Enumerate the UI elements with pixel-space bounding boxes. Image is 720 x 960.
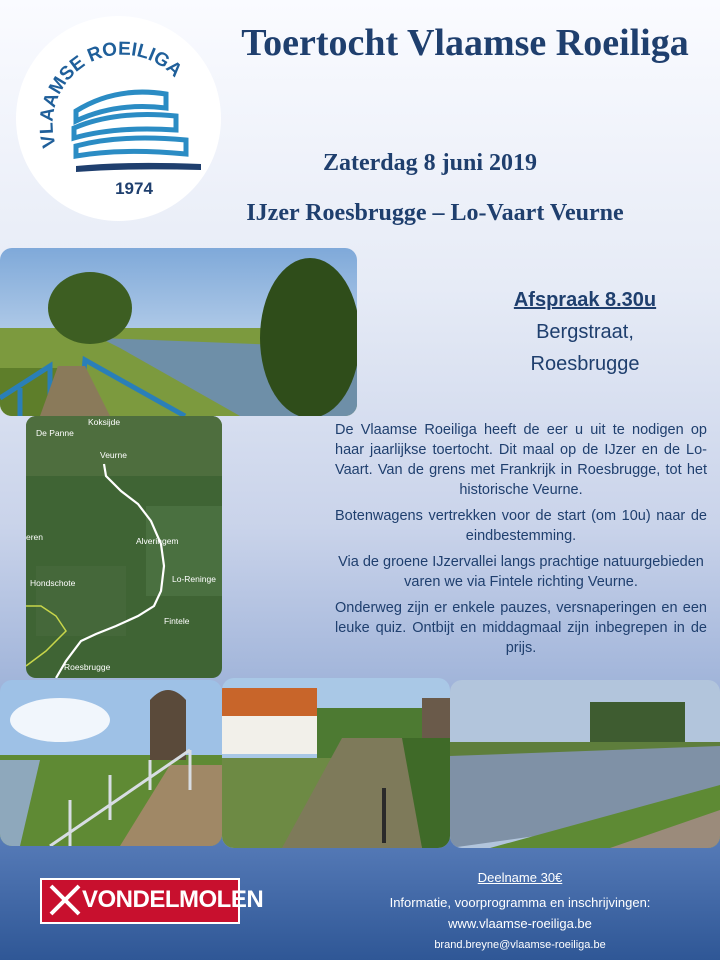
boat-lines-icon (74, 92, 186, 156)
logo-graphic (16, 16, 221, 221)
email-link[interactable]: brand.breyne@vlaamse-roeiliga.be (434, 939, 606, 951)
map-label-roesbrugge: Roesbrugge (64, 662, 111, 672)
map-label-veurne: Veurne (100, 450, 127, 460)
footer-info (360, 870, 680, 951)
description-paragraph-3: Via de groene IJzervallei langs prachtige natuurgebieden varen we via Fintele richting Veurne. (338, 554, 704, 590)
participation-fee: Deelname 30€ (477, 870, 563, 885)
map-label-eren: eren (26, 532, 44, 542)
photo-canal-houses (222, 678, 450, 848)
page-title: Toertocht Vlaamse Roeiliga (241, 22, 689, 64)
map-label-lo-reninge: Lo-Reninge (172, 574, 216, 584)
route-map (26, 416, 222, 678)
meeting-town: Roesbrugge (530, 353, 640, 375)
event-description (335, 420, 707, 664)
description-paragraph-2: Botenwagens vertrekken voor de start (om 10u) naar de eindbestemming. (335, 508, 707, 544)
event-date: Zaterdag 8 juni 2019 (322, 150, 537, 176)
map-label-koksijde: Koksijde (88, 417, 121, 427)
map-label-fintele: Fintele (164, 616, 190, 626)
sponsor-name: VONDELMOLEN (82, 886, 264, 913)
map-label-alveringem: Alveringem (136, 536, 179, 546)
meeting-heading: Afspraak 8.30u (513, 289, 657, 311)
vondelmolen-logo (40, 878, 264, 924)
event-route: IJzer Roesbrugge – Lo-Vaart Veurne (246, 200, 624, 226)
windmill-icon (48, 883, 82, 919)
oar-icon (76, 163, 201, 172)
website-link[interactable]: www.vlaamse-roeiliga.be (448, 916, 592, 931)
info-line: Informatie, voorprogramma en inschrijvingen: (389, 895, 651, 910)
vlaamse-roeiliga-logo (16, 16, 221, 221)
logo-year: 1974 (115, 179, 153, 198)
photo-bridge-monument (0, 680, 222, 846)
logo-arc-text: VLAAMSE ROEILIGA (36, 38, 186, 150)
map-label-hondschote: Hondschote (30, 578, 76, 588)
description-paragraph-1: De Vlaamse Roeiliga heeft de eer u uit te nodigen op haar jaarlijkse toertocht. Dit maal op de IJzer en de Lo-Vaart. Van de grens met Frankrijk in Roesbrugge, tot het historische Veurne. (335, 422, 707, 498)
photo-bridge-river (0, 248, 357, 416)
meeting-info (480, 284, 690, 380)
map-label-de-panne: De Panne (36, 428, 74, 438)
description-paragraph-4: Onderweg zijn er enkele pauzes, versnaperingen en een leuke quiz. Ontbijt en middagmaal zijn inbegrepen in de prijs. (335, 600, 707, 656)
meeting-street: Bergstraat, (536, 321, 634, 343)
photo-river-view (450, 680, 720, 848)
